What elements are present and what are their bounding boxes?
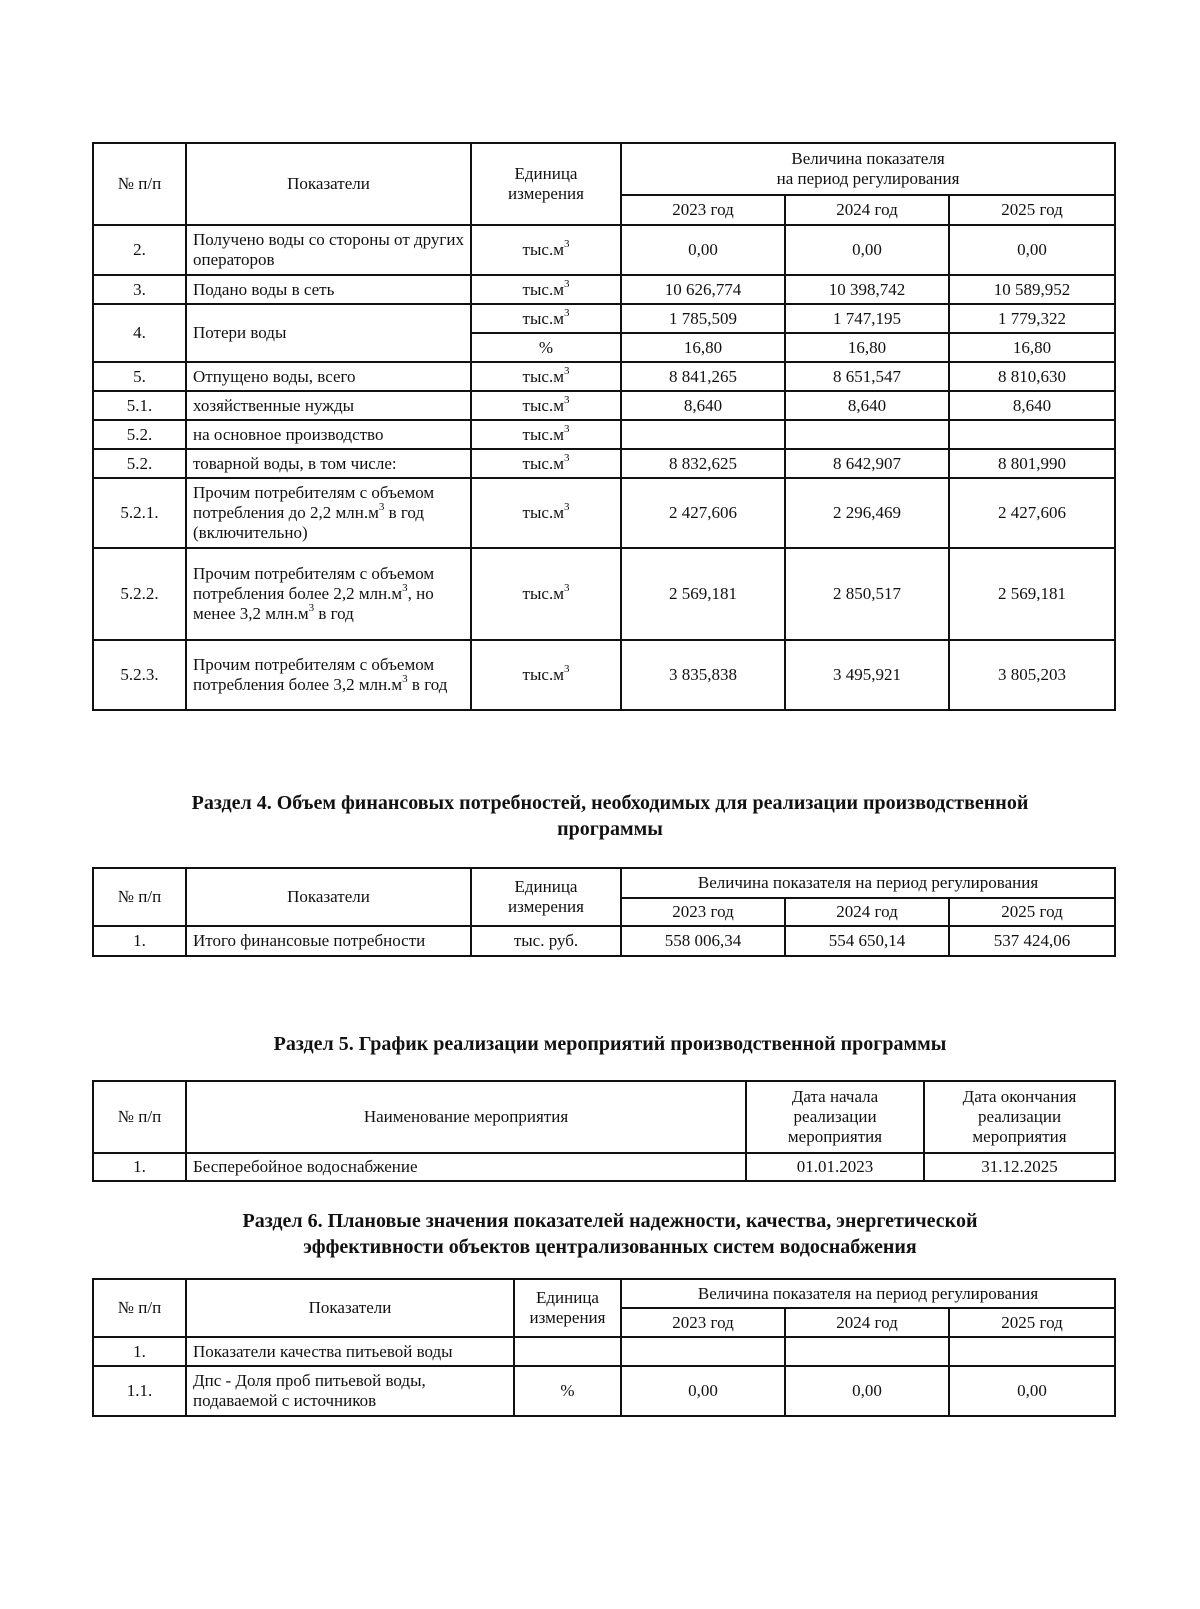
row-unit: $тыс.м^3$ <box>471 640 621 710</box>
row-name: хозяйственные нужды <box>186 391 471 420</box>
table-row <box>93 420 1115 449</box>
col-header-year: 2024 год <box>785 898 949 926</box>
cell-2024 <box>785 1337 949 1366</box>
row-unit: тыс. руб. <box>471 926 621 956</box>
row-num: 1. <box>93 1153 186 1181</box>
cell-2024: 8,640 <box>785 391 949 420</box>
cell-2023: 8 841,265 <box>621 362 785 391</box>
table-row <box>93 304 1115 333</box>
col-header-num: № п/п <box>93 1081 186 1153</box>
cell-2025: 3 805,203 <box>949 640 1115 710</box>
row-num: 1.1. <box>93 1366 186 1416</box>
cell-2024: 8 642,907 <box>785 449 949 478</box>
cell-2024: 3 495,921 <box>785 640 949 710</box>
col-header-year: 2024 год <box>785 195 949 225</box>
row-num: 5.2.3. <box>93 640 186 710</box>
row-num: 3. <box>93 275 186 304</box>
table-row <box>93 478 1115 548</box>
cell-2023 <box>621 1337 785 1366</box>
col-header-unit: Единица измерения <box>514 1279 621 1337</box>
row-unit: $тыс.м^3$ <box>471 449 621 478</box>
cell-2024: 2 296,469 <box>785 478 949 548</box>
cell-2024: 1 747,195 <box>785 304 949 333</box>
col-header-end-date: Дата окончания реализации мероприятия <box>924 1081 1115 1153</box>
row-unit: % <box>514 1366 621 1416</box>
row-num: 5.2.1. <box>93 478 186 548</box>
row-num: 5.2. <box>93 449 186 478</box>
section-4-title: Раздел 4. Объем финансовых потребностей, необходимых для реализации производственной программы <box>191 792 1029 840</box>
col-header-num: № п/п <box>93 143 186 225</box>
table-row <box>93 548 1115 640</box>
row-start-date: 01.01.2023 <box>746 1153 924 1181</box>
cell-2025: 537 424,06 <box>949 926 1115 956</box>
row-name: Бесперебойное водоснабжение <box>186 1153 746 1181</box>
row-name: Подано воды в сеть <box>186 275 471 304</box>
cell-2024: 8 651,547 <box>785 362 949 391</box>
table-row <box>93 275 1115 304</box>
row-num: 1. <box>93 926 186 956</box>
col-header-year: 2025 год <box>949 898 1115 926</box>
row-num: 4. <box>93 304 186 362</box>
table-row <box>93 640 1115 710</box>
row-name: Дпс - Доля проб питьевой воды, подаваемой с источников <box>186 1366 514 1416</box>
col-header-year: 2025 год <box>949 195 1115 225</box>
row-name: Прочим потребителям с объемом потребления более 2,2 $млн.м^3$, но менее 3,2 $млн.м^3$ в год <box>186 548 471 640</box>
col-header-indicator: Показатели <box>186 868 471 926</box>
production-indicators-table <box>92 142 1116 711</box>
cell-2023: 2 569,181 <box>621 548 785 640</box>
row-unit: % <box>471 333 621 362</box>
row-unit: $тыс.м^3$ <box>471 275 621 304</box>
col-header-unit: Единица измерения <box>471 143 621 225</box>
cell-2024: 0,00 <box>785 225 949 275</box>
section-5-title: Раздел 5. График реализации мероприятий производственной программы <box>273 1033 947 1055</box>
row-num: 5.2.2. <box>93 548 186 640</box>
col-header-event-name: Наименование мероприятия <box>186 1081 746 1153</box>
row-unit <box>514 1337 621 1366</box>
cell-2023: 3 835,838 <box>621 640 785 710</box>
cell-2024: 10 398,742 <box>785 275 949 304</box>
row-num: 1. <box>93 1337 186 1366</box>
col-header-num: № п/п <box>93 1279 186 1337</box>
cell-2023: 8 832,625 <box>621 449 785 478</box>
col-header-year: 2025 год <box>949 1308 1115 1337</box>
financial-needs-table <box>92 867 1116 957</box>
row-num: 2. <box>93 225 186 275</box>
cell-2025: 16,80 <box>949 333 1115 362</box>
col-header-value: Величина показателя на период регулирования <box>621 868 1115 898</box>
cell-2025: 2 427,606 <box>949 478 1115 548</box>
schedule-table <box>92 1080 1116 1182</box>
row-name: Потери воды <box>186 304 471 362</box>
cell-2025: 0,00 <box>949 1366 1115 1416</box>
col-header-start-date: Дата начала реализации мероприятия <box>746 1081 924 1153</box>
cell-2023: 16,80 <box>621 333 785 362</box>
row-unit: $тыс.м^3$ <box>471 362 621 391</box>
cell-2023: 1 785,509 <box>621 304 785 333</box>
row-end-date: 31.12.2025 <box>924 1153 1115 1181</box>
cell-2023: 10 626,774 <box>621 275 785 304</box>
table-row <box>93 225 1115 275</box>
cell-2024: 16,80 <box>785 333 949 362</box>
row-unit: $тыс.м^3$ <box>471 391 621 420</box>
row-unit: $тыс.м^3$ <box>471 304 621 333</box>
row-num: 5. <box>93 362 186 391</box>
row-name: Прочим потребителям с объемом потребления более 3,2 $млн.м^3$ в год <box>186 640 471 710</box>
cell-2025: 10 589,952 <box>949 275 1115 304</box>
row-name: Отпущено воды, всего <box>186 362 471 391</box>
col-header-year: 2023 год <box>621 1308 785 1337</box>
cell-2023: 2 427,606 <box>621 478 785 548</box>
cell-2023: 8,640 <box>621 391 785 420</box>
table-row <box>93 1153 1115 1181</box>
row-name: Итого финансовые потребности <box>186 926 471 956</box>
row-num: 5.1. <box>93 391 186 420</box>
table-row <box>93 1337 1115 1366</box>
cell-2025: 2 569,181 <box>949 548 1115 640</box>
row-unit: $тыс.м^3$ <box>471 478 621 548</box>
section-6-title: Раздел 6. Плановые значения показателей надежности, качества, энергетической эффективности объектов централизованных систем водоснабжения <box>242 1210 978 1258</box>
cell-2025: 0,00 <box>949 225 1115 275</box>
col-header-num: № п/п <box>93 868 186 926</box>
table-row <box>93 1366 1115 1416</box>
cell-2024: 0,00 <box>785 1366 949 1416</box>
reliability-indicators-table <box>92 1278 1116 1417</box>
cell-2023: 0,00 <box>621 1366 785 1416</box>
cell-2023: 558 006,34 <box>621 926 785 956</box>
table-row <box>93 362 1115 391</box>
cell-2025 <box>949 1337 1115 1366</box>
cell-2023: 0,00 <box>621 225 785 275</box>
cell-2025: 8 810,630 <box>949 362 1115 391</box>
col-header-year: 2024 год <box>785 1308 949 1337</box>
col-header-year: 2023 год <box>621 898 785 926</box>
col-header-year: 2023 год <box>621 195 785 225</box>
col-header-indicator: Показатели <box>186 143 471 225</box>
cell-2024: 554 650,14 <box>785 926 949 956</box>
row-unit: $тыс.м^3$ <box>471 548 621 640</box>
table-row <box>93 391 1115 420</box>
row-unit: $тыс.м^3$ <box>471 420 621 449</box>
row-num: 5.2. <box>93 420 186 449</box>
row-name: на основное производство <box>186 420 471 449</box>
table-row <box>93 926 1115 956</box>
row-name: Показатели качества питьевой воды <box>186 1337 514 1366</box>
row-name: товарной воды, в том числе: <box>186 449 471 478</box>
row-name: Прочим потребителям с объемом потребления до 2,2 $млн.м^3$ в год (включительно) <box>186 478 471 548</box>
cell-2024: 2 850,517 <box>785 548 949 640</box>
cell-2024 <box>785 420 949 449</box>
col-header-value: Величина показателя на период регулирования <box>621 143 1115 195</box>
cell-2025 <box>949 420 1115 449</box>
cell-2025: 8 801,990 <box>949 449 1115 478</box>
col-header-unit: Единица измерения <box>471 868 621 926</box>
cell-2025: 1 779,322 <box>949 304 1115 333</box>
cell-2023 <box>621 420 785 449</box>
col-header-value: Величина показателя на период регулирования <box>621 1279 1115 1308</box>
row-unit: $тыс.м^3$ <box>471 225 621 275</box>
table-row <box>93 449 1115 478</box>
cell-2025: 8,640 <box>949 391 1115 420</box>
row-name: Получено воды со стороны от других операторов <box>186 225 471 275</box>
col-header-indicator: Показатели <box>186 1279 514 1337</box>
